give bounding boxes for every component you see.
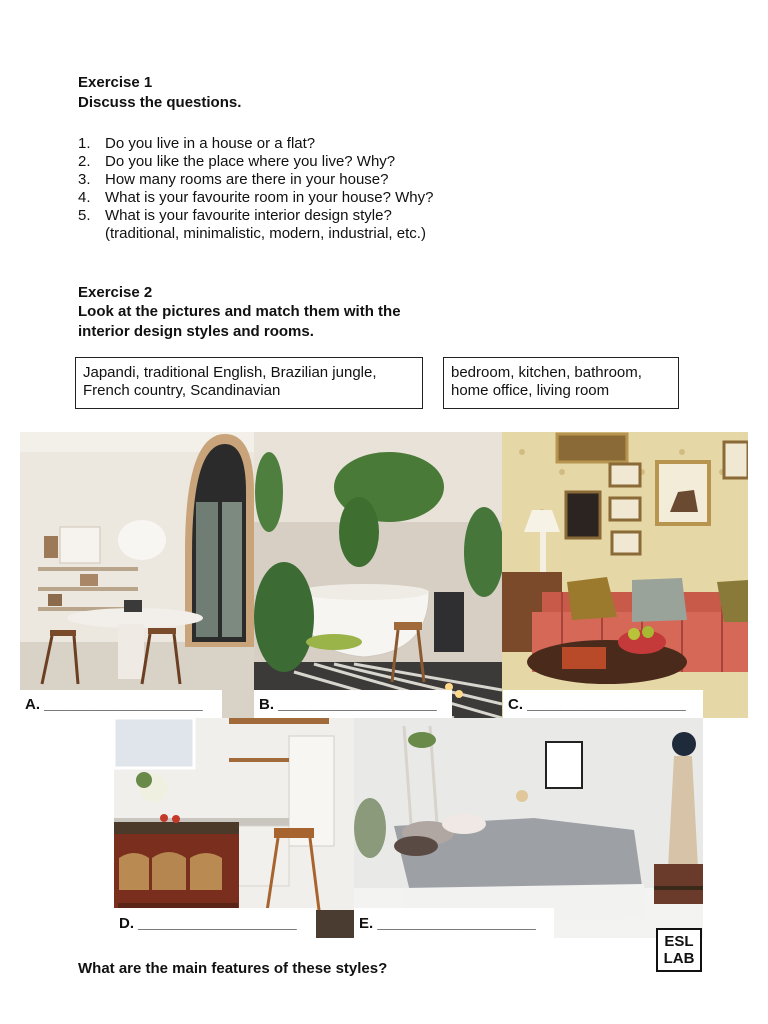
- answer-label-b[interactable]: B. ___________________: [254, 690, 452, 718]
- question-list: [78, 135, 638, 243]
- exercise2-instruction-line2: interior design styles and rooms.: [78, 323, 314, 340]
- exercise2-heading: Exercise 2: [78, 284, 153, 301]
- esl-lab-logo: ESL LAB: [656, 928, 702, 972]
- exercise1-instruction: Discuss the questions.: [78, 94, 242, 111]
- rooms-word-box: bedroom, kitchen, bathroom, home office, living room: [443, 357, 679, 409]
- answer-label-e[interactable]: E. ___________________: [354, 908, 554, 938]
- photo-c-living-room: [502, 432, 748, 718]
- exercise1-heading: Exercise 1: [78, 74, 153, 91]
- features-question: What are the main features of these styles?: [78, 960, 388, 977]
- exercise2-instruction-line1: Look at the pictures and match them with the: [78, 303, 401, 320]
- question-5-continuation: (traditional, minimalistic, modern, industrial, etc.): [105, 225, 426, 242]
- question-3: 3. How many rooms are there in your house?: [78, 171, 389, 188]
- question-2: 2. Do you like the place where you live? Why?: [78, 153, 396, 170]
- answer-label-d[interactable]: D. ___________________: [114, 908, 316, 938]
- photo-e-bedroom: [354, 718, 703, 938]
- photo-d-kitchen: [114, 718, 354, 938]
- question-4: 4. What is your favourite room in your house? Why?: [78, 189, 434, 206]
- question-1: 1. Do you live in a house or a flat?: [78, 135, 316, 152]
- photo-b-bathroom: [254, 432, 502, 718]
- question-5: 5. What is your favourite interior design style?: [78, 207, 392, 224]
- answer-label-c[interactable]: C. ___________________: [503, 690, 703, 718]
- styles-word-box: Japandi, traditional English, Brazilian jungle, French country, Scandinavian: [75, 357, 423, 409]
- photo-a-home-office: [20, 432, 254, 718]
- answer-label-a[interactable]: A. ___________________: [20, 690, 222, 718]
